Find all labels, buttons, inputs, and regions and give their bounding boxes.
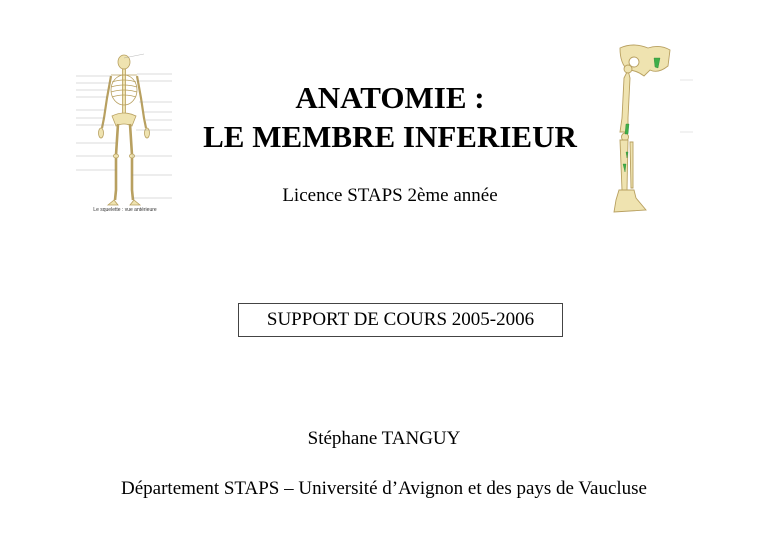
- department-affiliation: Département STAPS – Université d’Avignon et des pays de Vaucluse: [121, 478, 647, 499]
- support-course-box: [238, 303, 563, 337]
- subtitle: Licence STAPS 2ème année: [282, 185, 498, 206]
- page-title: [150, 78, 630, 156]
- author-name: Stéphane TANGUY: [307, 428, 461, 449]
- title-line-2: LE MEMBRE INFERIEUR: [203, 119, 577, 154]
- support-course-label: SUPPORT DE COURS 2005-2006: [266, 309, 535, 330]
- title-line-1: ANATOMIE :: [295, 80, 485, 115]
- skeleton-caption: Le squelette : vue antérieure: [93, 207, 157, 213]
